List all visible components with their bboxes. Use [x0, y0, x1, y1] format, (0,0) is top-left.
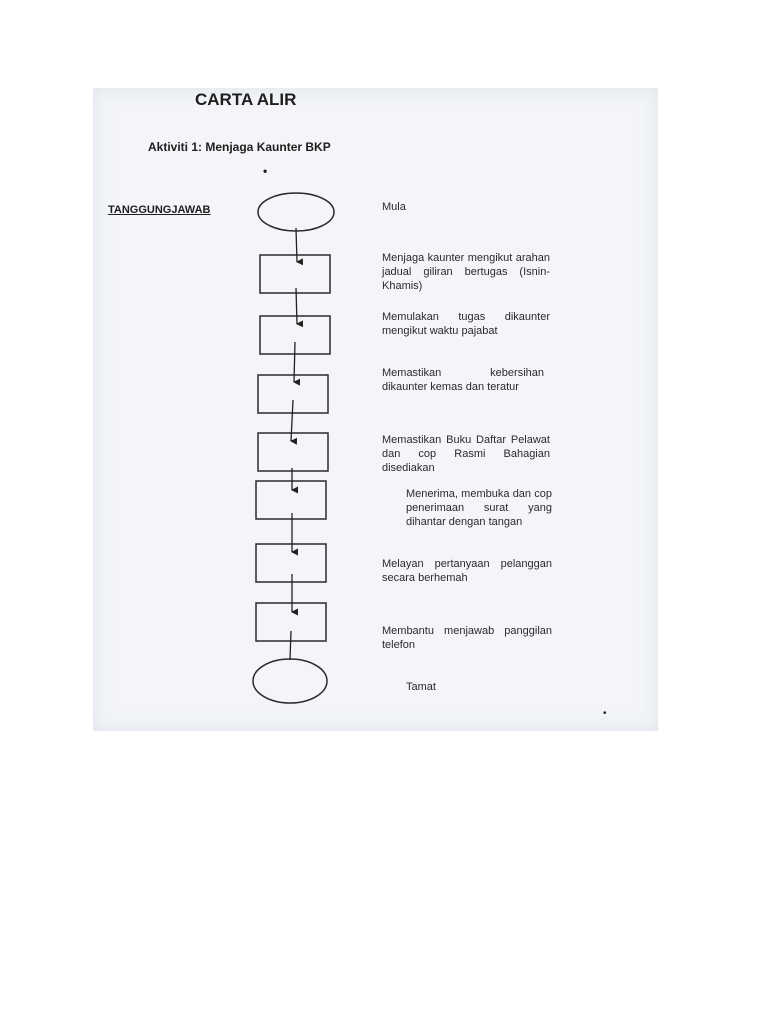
- speck-mark: •: [263, 164, 268, 178]
- process-box-4: [258, 433, 328, 471]
- flow-arrow: [294, 342, 295, 382]
- step-text-5: Menerima, membuka dan cop penerimaan surat yang dihantar dengan tangan: [406, 488, 552, 528]
- end-label: Tamat: [406, 681, 436, 693]
- process-box-5: [256, 481, 326, 519]
- start-terminator: [258, 193, 334, 231]
- step-text-4: Memastikan Buku Daftar Pelawat dan cop Rasmi Bahagian disediakan: [382, 434, 550, 474]
- speck-mark-corner: •: [603, 708, 607, 719]
- activity-subtitle: Aktiviti 1: Menjaga Kaunter BKP: [148, 140, 331, 154]
- end-terminator: [253, 659, 327, 703]
- process-box-6: [256, 544, 326, 582]
- step-text-2: Memulakan tugas dikaunter mengikut waktu pajabat: [382, 311, 550, 337]
- page-title: CARTA ALIR: [195, 90, 297, 109]
- flow-arrow: [291, 400, 293, 441]
- responsibility-header: TANGGUNGJAWAB: [108, 204, 211, 216]
- step-text-3: Memastikan kebersihan dikaunter kemas dan teratur: [382, 367, 544, 393]
- step-text-7: Membantu menjawab panggilan telefon: [382, 625, 552, 651]
- flow-line-end: [290, 631, 291, 660]
- start-label: Mula: [382, 201, 406, 213]
- step-text-6: Melayan pertanyaan pelanggan secara berhemah: [382, 558, 552, 584]
- flow-arrow: [296, 228, 297, 262]
- process-box-1: [260, 255, 330, 293]
- step-text-1: Menjaga kaunter mengikut arahan jadual giliran bertugas (Isnin- Khamis): [382, 252, 550, 292]
